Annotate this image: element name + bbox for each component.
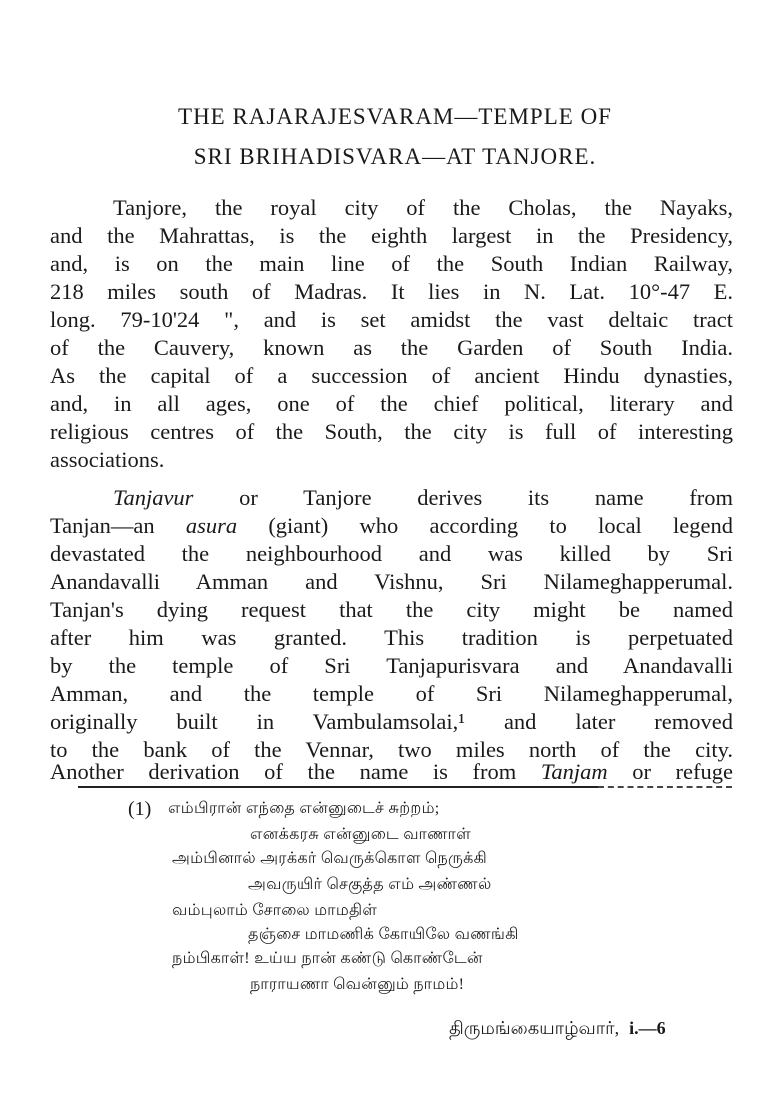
footnote-verse-line: நம்பிகாள்! உய்ய நான் கண்டு கொண்டேன் xyxy=(172,950,483,967)
paragraph-1-line: religious centres of the South, the city is full of interesting xyxy=(50,419,733,444)
footnote-verse-line: வம்புலாம் சோலை மாமதிள் xyxy=(172,902,378,919)
paragraph-2-line: originally built in Vambulamsolai,¹ and later removed xyxy=(50,709,733,734)
paragraph-1-line: Tanjore, the royal city of the Cholas, the Nayaks, xyxy=(113,195,733,220)
paragraph-2-line: devastated the neighbourhood and was killed by Sri xyxy=(50,541,733,566)
footnote-rule-dashed xyxy=(598,786,732,788)
footnote-verse-line: நாராயணா வென்னும் நாமம்! xyxy=(250,976,465,993)
footnote-rule xyxy=(78,786,598,788)
paragraph-1-line: of the Cauvery, known as the Garden of South India. xyxy=(50,335,733,360)
page-title-line-1: THE RAJARAJESVARAM—TEMPLE OF xyxy=(178,104,612,129)
paragraph-1-line: and, is on the main line of the South Indian Railway, xyxy=(50,251,733,276)
paragraph-2-line: after him was granted. This tradition is perpetuated xyxy=(50,625,733,650)
paragraph-1-line: long. 79-10'24 ", and is set amidst the vast deltaic tract xyxy=(50,307,733,332)
paragraph-2-line: Tanjavur or Tanjore derives its name from xyxy=(113,485,733,510)
paragraph-2-line: Amman, and the temple of Sri Nilameghapperumal, xyxy=(50,681,733,706)
paragraph-1-line: 218 miles south of Madras. It lies in N. Lat. 10°-47 E. xyxy=(50,279,733,304)
paragraph-2-line: to the bank of the Vennar, two miles north of the city. xyxy=(50,737,733,762)
paragraph-2-line: by the temple of Sri Tanjapurisvara and Anandavalli xyxy=(50,653,733,678)
paragraph-2-line: Anandavalli Amman and Vishnu, Sri Nilameghapperumal. xyxy=(50,569,733,594)
page-title-line-2: SRI BRIHADISVARA—AT TANJORE. xyxy=(193,144,597,169)
paragraph-2-line: Tanjan—an asura (giant) who according to local legend xyxy=(50,513,733,538)
footnote-verse-line: அம்பினால் அரக்கர் வெருக்கொள நெருக்கி xyxy=(172,850,488,867)
italic-term: asura xyxy=(185,513,238,538)
paragraph-1-line: As the capital of a succession of ancient Hindu dynasties, xyxy=(50,363,733,388)
footnote-verse-line: தஞ்சை மாமணிக் கோயிலே வணங்கி xyxy=(248,926,519,943)
paragraph-1-line: and the Mahrattas, is the eighth largest in the Presidency, xyxy=(50,223,733,248)
footnote-attribution: திருமங்கையாழ்வார், i.—6 xyxy=(449,1018,666,1038)
paragraph-2-line: Another derivation of the name is from Tanjam or refuge xyxy=(50,759,734,784)
italic-term: Tanjavur xyxy=(113,485,194,510)
paragraph-1-line: and, in all ages, one of the chief political, literary and xyxy=(50,391,733,416)
footnote-verse-line: எனக்கரசு என்னுடை வாணாள் xyxy=(250,826,471,843)
paragraph-2-line: Tanjan's dying request that the city might be named xyxy=(50,597,733,622)
footnote-verse-line: எம்பிரான் எந்தை என்னுடைச் சுற்றம்; xyxy=(168,800,440,817)
paragraph-1-line: associations. xyxy=(50,447,165,472)
footnote-reference: i.—6 xyxy=(629,1018,666,1038)
footnote-marker: (1) xyxy=(128,798,152,820)
footnote-verse-line: அவருயிர் செகுத்த எம் அண்ணல் xyxy=(248,876,492,893)
italic-term: Tanjam xyxy=(540,759,608,784)
